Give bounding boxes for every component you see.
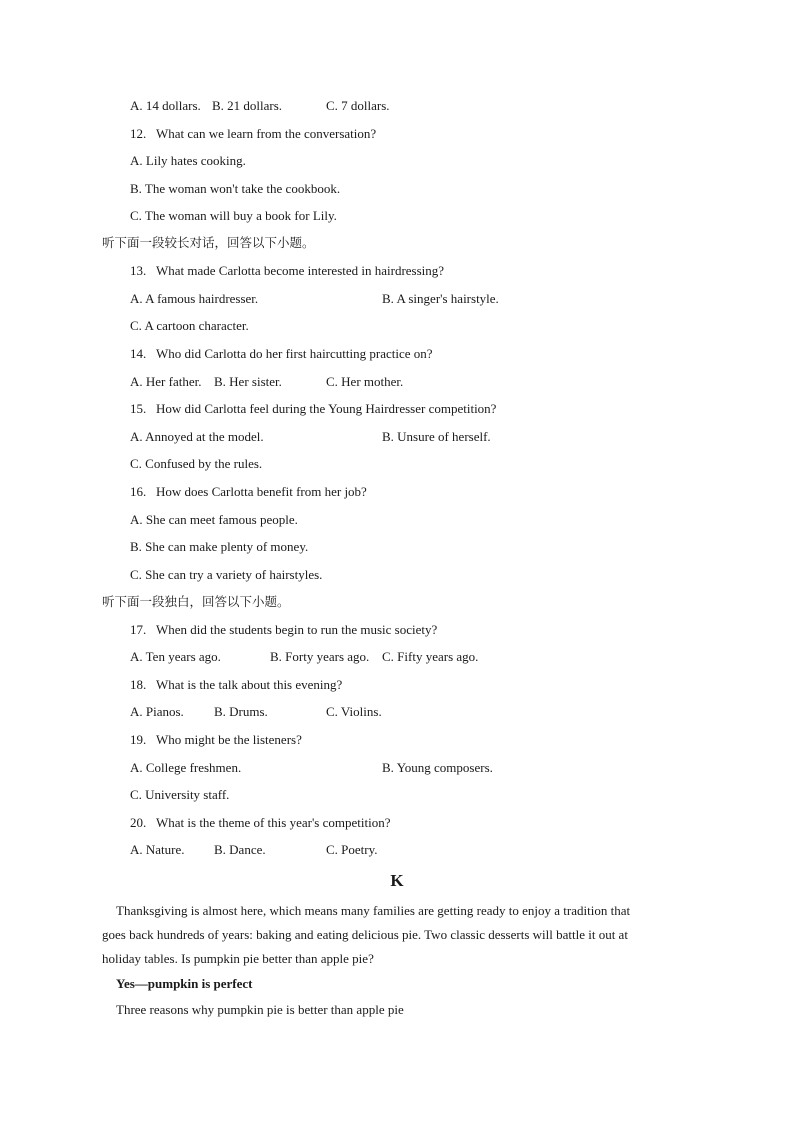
question-16	[130, 484, 367, 500]
question-18	[130, 677, 342, 693]
question-number: 15.	[130, 401, 147, 416]
q18-option-b: B. Drums.	[214, 704, 268, 719]
q19-option-b: B. Young composers.	[382, 760, 493, 775]
question-text: What is the theme of this year's competition?	[156, 815, 391, 830]
question-number: 17.	[130, 622, 147, 637]
q19-option-a: A. College freshmen.	[130, 760, 242, 775]
question-15	[130, 401, 496, 417]
q11-option-c: C. 7 dollars.	[326, 98, 390, 113]
q18-option-c: C. Violins.	[326, 704, 382, 719]
question-17	[130, 622, 437, 638]
passage-title: K	[390, 871, 404, 890]
question-19	[130, 732, 302, 748]
q20-option-c: C. Poetry.	[326, 842, 378, 857]
question-text: What is the talk about this evening?	[156, 677, 343, 692]
question-number: 20.	[130, 815, 147, 830]
q11-option-a: A. 14 dollars.	[130, 98, 201, 113]
question-number: 16.	[130, 484, 147, 499]
passage-line-3: holiday tables. Is pumpkin pie better than apple pie?	[102, 951, 374, 966]
question-text: When did the students begin to run the music society?	[156, 622, 438, 637]
q11-option-b: B. 21 dollars.	[212, 98, 283, 113]
q20-option-a: A. Nature.	[130, 842, 185, 857]
question-number: 19.	[130, 732, 147, 747]
q20-option-b: B. Dance.	[214, 842, 266, 857]
question-number: 18.	[130, 677, 147, 692]
question-13	[130, 263, 444, 279]
question-text: How does Carlotta benefit from her job?	[156, 484, 367, 499]
q14-option-c: C. Her mother.	[326, 374, 404, 389]
section-instruction-2: 听下面一段独白，回答以下小题。	[102, 594, 290, 609]
q16-option-b: B. She can make plenty of money.	[130, 539, 309, 554]
question-14	[130, 346, 433, 362]
question-text: Who did Carlotta do her first haircutting practice on?	[156, 346, 433, 361]
question-20	[130, 815, 390, 831]
q15-option-b: B. Unsure of herself.	[382, 429, 491, 444]
q17-option-a: A. Ten years ago.	[130, 649, 221, 664]
question-number: 14.	[130, 346, 147, 361]
q17-option-b: B. Forty years ago.	[270, 649, 370, 664]
q12-option-c: C. The woman will buy a book for Lily.	[130, 208, 337, 223]
q13-option-c: C. A cartoon character.	[130, 318, 249, 333]
q14-option-b: B. Her sister.	[214, 374, 282, 389]
q16-option-c: C. She can try a variety of hairstyles.	[130, 567, 323, 582]
passage-heading: Yes—pumpkin is perfect	[116, 976, 253, 991]
passage-line-2: goes back hundreds of years: baking and eating delicious pie. Two classic desserts will battle it out at	[102, 927, 628, 942]
q19-option-c: C. University staff.	[130, 787, 230, 802]
question-text: What can we learn from the conversation?	[156, 126, 377, 141]
passage-line-4: Three reasons why pumpkin pie is better than apple pie	[116, 1002, 404, 1017]
q16-option-a: A. She can meet famous people.	[130, 512, 298, 527]
q17-option-c: C. Fifty years ago.	[382, 649, 479, 664]
question-number: 13.	[130, 263, 147, 278]
q13-option-a: A. A famous hairdresser.	[130, 291, 259, 306]
question-text: What made Carlotta become interested in hairdressing?	[156, 263, 445, 278]
q12-option-a: A. Lily hates cooking.	[130, 153, 246, 168]
q18-option-a: A. Pianos.	[130, 704, 184, 719]
q14-option-a: A. Her father.	[130, 374, 202, 389]
q12-option-b: B. The woman won't take the cookbook.	[130, 181, 341, 196]
question-text: Who might be the listeners?	[156, 732, 302, 747]
q13-option-b: B. A singer's hairstyle.	[382, 291, 499, 306]
q15-option-c: C. Confused by the rules.	[130, 456, 263, 471]
question-number: 12.	[130, 126, 147, 141]
q15-option-a: A. Annoyed at the model.	[130, 429, 264, 444]
question-12	[130, 126, 376, 142]
section-instruction-1: 听下面一段较长对话，回答以下小题。	[102, 235, 315, 250]
question-text: How did Carlotta feel during the Young Hairdresser competition?	[156, 401, 497, 416]
passage-line-1: Thanksgiving is almost here, which means many families are getting ready to enjoy a tradition that	[116, 903, 631, 918]
